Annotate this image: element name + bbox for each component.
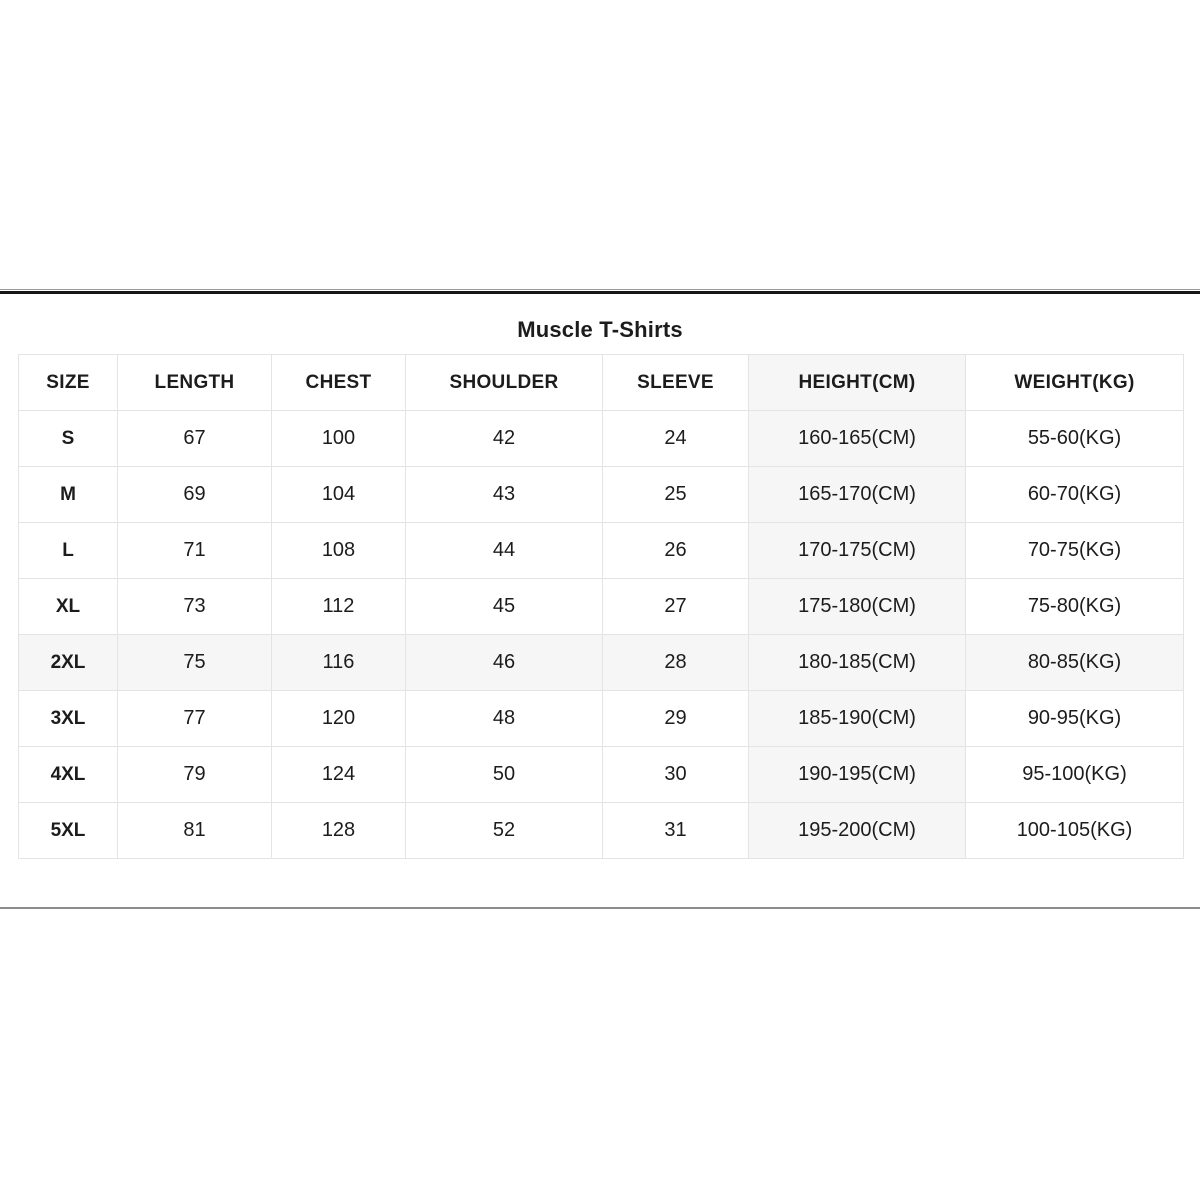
value-cell: 73	[118, 579, 272, 635]
column-header: LENGTH	[118, 355, 272, 411]
size-label-cell: 4XL	[19, 747, 118, 803]
value-cell: 28	[603, 635, 749, 691]
value-cell: 44	[406, 523, 603, 579]
value-cell: 29	[603, 691, 749, 747]
size-label-cell: XL	[19, 579, 118, 635]
value-cell: 104	[272, 467, 406, 523]
top-divider	[0, 291, 1200, 294]
value-cell: 25	[603, 467, 749, 523]
value-cell: 100-105(KG)	[966, 803, 1184, 859]
value-cell: 175-180(CM)	[749, 579, 966, 635]
column-header: WEIGHT(KG)	[966, 355, 1184, 411]
value-cell: 75-80(KG)	[966, 579, 1184, 635]
value-cell: 190-195(CM)	[749, 747, 966, 803]
value-cell: 185-190(CM)	[749, 691, 966, 747]
table-body	[19, 411, 1184, 859]
column-header: SHOULDER	[406, 355, 603, 411]
size-label-cell: S	[19, 411, 118, 467]
table-row	[19, 411, 1184, 467]
value-cell: 165-170(CM)	[749, 467, 966, 523]
top-divider-hairline	[0, 289, 1200, 290]
value-cell: 42	[406, 411, 603, 467]
table-row	[19, 523, 1184, 579]
size-label-cell: 2XL	[19, 635, 118, 691]
value-cell: 46	[406, 635, 603, 691]
table-row	[19, 747, 1184, 803]
size-chart-table	[18, 354, 1184, 859]
value-cell: 30	[603, 747, 749, 803]
column-header: CHEST	[272, 355, 406, 411]
value-cell: 160-165(CM)	[749, 411, 966, 467]
value-cell: 124	[272, 747, 406, 803]
table-row	[19, 467, 1184, 523]
value-cell: 95-100(KG)	[966, 747, 1184, 803]
value-cell: 108	[272, 523, 406, 579]
value-cell: 170-175(CM)	[749, 523, 966, 579]
value-cell: 77	[118, 691, 272, 747]
table-header	[19, 355, 1184, 411]
size-label-cell: L	[19, 523, 118, 579]
value-cell: 31	[603, 803, 749, 859]
value-cell: 71	[118, 523, 272, 579]
value-cell: 48	[406, 691, 603, 747]
value-cell: 70-75(KG)	[966, 523, 1184, 579]
value-cell: 27	[603, 579, 749, 635]
value-cell: 81	[118, 803, 272, 859]
table-row	[19, 635, 1184, 691]
table-row	[19, 691, 1184, 747]
bottom-divider	[0, 907, 1200, 909]
value-cell: 50	[406, 747, 603, 803]
value-cell: 100	[272, 411, 406, 467]
value-cell: 90-95(KG)	[966, 691, 1184, 747]
value-cell: 120	[272, 691, 406, 747]
value-cell: 26	[603, 523, 749, 579]
value-cell: 75	[118, 635, 272, 691]
value-cell: 195-200(CM)	[749, 803, 966, 859]
value-cell: 112	[272, 579, 406, 635]
value-cell: 180-185(CM)	[749, 635, 966, 691]
value-cell: 80-85(KG)	[966, 635, 1184, 691]
value-cell: 55-60(KG)	[966, 411, 1184, 467]
value-cell: 67	[118, 411, 272, 467]
value-cell: 116	[272, 635, 406, 691]
column-header: HEIGHT(CM)	[749, 355, 966, 411]
column-header: SLEEVE	[603, 355, 749, 411]
table-row	[19, 579, 1184, 635]
value-cell: 69	[118, 467, 272, 523]
value-cell: 128	[272, 803, 406, 859]
value-cell: 43	[406, 467, 603, 523]
value-cell: 45	[406, 579, 603, 635]
size-label-cell: 5XL	[19, 803, 118, 859]
header-row	[19, 355, 1184, 411]
value-cell: 60-70(KG)	[966, 467, 1184, 523]
column-header: SIZE	[19, 355, 118, 411]
value-cell: 52	[406, 803, 603, 859]
size-chart-title: Muscle T-Shirts	[517, 317, 683, 342]
size-label-cell: M	[19, 467, 118, 523]
table-row	[19, 803, 1184, 859]
size-label-cell: 3XL	[19, 691, 118, 747]
value-cell: 79	[118, 747, 272, 803]
value-cell: 24	[603, 411, 749, 467]
